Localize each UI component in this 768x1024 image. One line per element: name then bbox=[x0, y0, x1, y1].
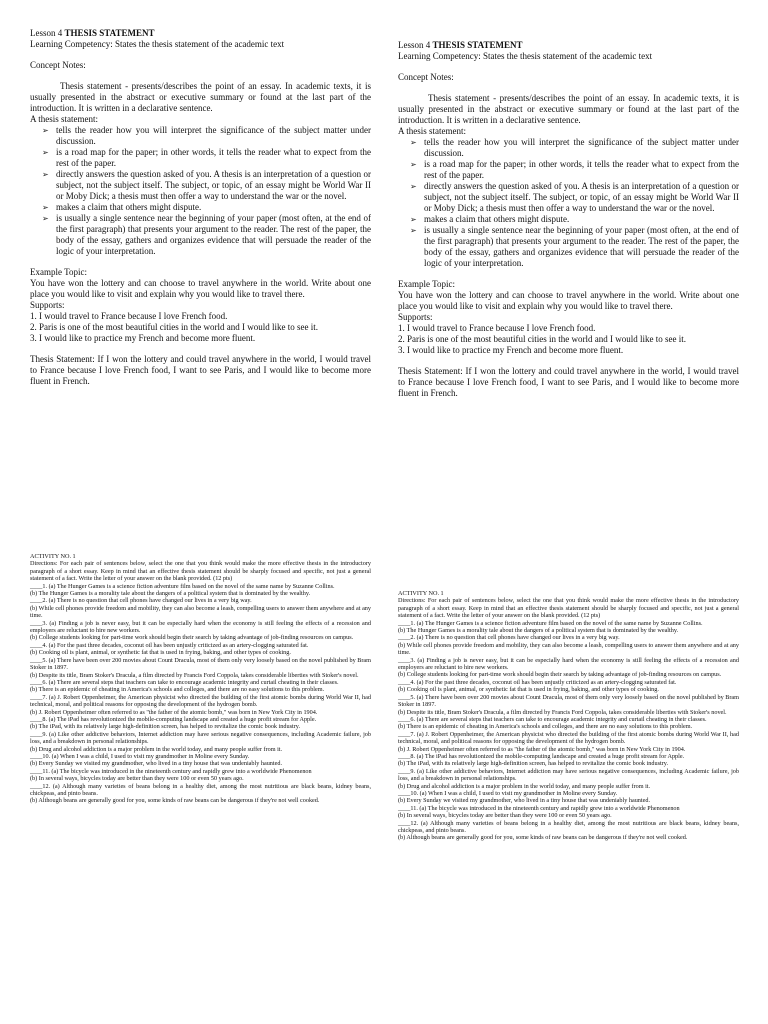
concept-notes-heading: Concept Notes: bbox=[30, 60, 86, 70]
activity-line: ____12. (a) Although many varieties of beans belong in a healthy diet, among the most nutritious are black beans, kidney beans, chickpeas, and pinto beans. bbox=[30, 782, 371, 797]
support-item: 1. I would travel to France because I love French food. bbox=[398, 323, 596, 333]
activity-line: (b) In several ways, bicycles today are better than they were 100 or even 50 years ago. bbox=[398, 812, 612, 820]
activity-line: ____10. (a) When I was a child, I used to visit my grandmother in Moline every Sunday. bbox=[398, 789, 618, 797]
activity-line: ____2. (a) There is no question that cell phones have changed our lives in a very big way. bbox=[30, 597, 252, 605]
activity-line: ____3. (a) Finding a job is never easy, but it can be especially hard when the economy is still feeling the effects of a recession and employers are reluctant to hire new workers. bbox=[30, 619, 371, 635]
activity-line: (b) The iPad, with its relatively large high-definition screen, has helped to revitalize the comic book industry. bbox=[30, 723, 300, 731]
support-item: 2. Paris is one of the most beautiful cities in the world and I would like to see it. bbox=[30, 322, 318, 332]
activity-line: ____2. (a) There is no question that cell phones have changed our lives in a very big way. bbox=[398, 634, 620, 642]
support-item: 3. I would like to practice my French and become more fluent. bbox=[30, 333, 256, 343]
activity-line: (b) The Hunger Games is a morality tale about the dangers of a political system that is dominated by the wealthy. bbox=[30, 590, 311, 598]
bullet-item: ➢ is usually a single sentence near the beginning of your paper (most often, at the end of the first paragraph) that presents your argument to the reader. The rest of the paper, the body of the essay, gathers and organizes evidence that will persuade the reader of the logic of your interpretation. bbox=[42, 213, 371, 256]
concept-notes-heading: Concept Notes: bbox=[398, 72, 454, 82]
thesis-definition: Thesis statement - presents/describes the point of an essay. In academic texts, it is usually presented in the abstract or executive summary or found at the last part of the introduction. It is written in a declarative sentence. bbox=[30, 81, 371, 113]
activity-line: (b) Despite its title, Bram Stoker's Dracula, a film directed by Francis Ford Coppola, takes considerable liberties with Stoker's novel. bbox=[30, 671, 359, 679]
activity-line: ____6. (a) There are several steps that teachers can take to encourage academic integrity and curtail cheating in their classes. bbox=[398, 715, 707, 723]
bullet-item: ➢ is usually a single sentence near the beginning of your paper (most often, at the end of the first paragraph) that presents your argument to the reader. The rest of the paper, the body of the essay, gathers and organizes evidence that will persuade the reader of the logic of your interpretation. bbox=[410, 225, 739, 268]
activity-line: ____3. (a) Finding a job is never easy, but it can be especially hard when the economy is still feeling the effects of a recession and employers are reluctant to hire new workers. bbox=[398, 656, 739, 672]
activity-line: ____12. (a) Although many varieties of beans belong in a healthy diet, among the most nutritious are black beans, kidney beans, chickpeas, and pinto beans. bbox=[398, 819, 739, 834]
bullet-item: ➢ directly answers the question asked of you. A thesis is an interpretation of a question or subject, not the subject itself. The subject, or topic, of an essay might be World War II or Moby Dick; a thesis must then offer a way to understand the war or the novel. bbox=[42, 169, 371, 201]
activity-line: (b) J. Robert Oppenheimer often referred to as "the father of the atomic bomb," was born in New York City in 1904. bbox=[30, 708, 318, 716]
arrow-bullet-icon: ➢ bbox=[42, 148, 49, 157]
activity-line: ____4. (a) For the past three decades, coconut oil has been unjustly criticized as an artery-clogging saturated fat. bbox=[398, 678, 677, 686]
activity-line: (b) The Hunger Games is a morality tale about the dangers of a political system that is dominated by the wealthy. bbox=[398, 627, 679, 635]
activity-line: ____7. (a) J. Robert Oppenheimer, the American physicist who directed the building of the first atomic bombs during World War II, had technical, moral, and political reasons for opposing the development of the hydrogen bomb. bbox=[398, 730, 739, 746]
activity-line: ____4. (a) For the past three decades, coconut oil has been unjustly criticized as an artery-clogging saturated fat. bbox=[30, 641, 309, 649]
bullet-item: ➢ is a road map for the paper; in other words, it tells the reader what to expect from the rest of the paper. bbox=[42, 147, 371, 168]
activity-line: (b) J. Robert Oppenheimer often referred to as "the father of the atomic bomb," was born in New York City in 1904. bbox=[398, 745, 686, 753]
lesson-title-line bbox=[30, 28, 371, 39]
thesis-list-heading: A thesis statement: bbox=[30, 114, 98, 124]
activity-line: (b) Despite its title, Bram Stoker's Dracula, a film directed by Francis Ford Coppola, takes considerable liberties with Stoker's novel. bbox=[398, 708, 727, 716]
activity-line: ____5. (a) There have been over 200 movies about Count Dracula, most of them only very loosely based on the novel published by Bram Stoker in 1897. bbox=[30, 656, 371, 672]
activity-line: (b) The iPad, with its relatively large high-definition screen, has helped to revitalize the comic book industry. bbox=[398, 760, 668, 768]
supports-heading: Supports: bbox=[398, 312, 433, 322]
lesson-label: Lesson 4 bbox=[30, 28, 63, 38]
activity-line: (b) While cell phones provide freedom and mobility, they can also become a leash, compelling users to answer them anywhere and at any time. bbox=[398, 641, 739, 657]
bullet-item: ➢ tells the reader how you will interpret the significance of the subject matter under discussion. bbox=[42, 125, 371, 146]
example-topic-text: You have won the lottery and can choose to travel anywhere in the world. Write about one place you would like to visit and explain why you would like to travel there. bbox=[398, 290, 739, 311]
arrow-bullet-icon: ➢ bbox=[410, 215, 417, 224]
thesis-bullet-list bbox=[398, 137, 739, 269]
activity-line: ____11. (a) The bicycle was introduced in the nineteenth century and rapidly grew into a worldwide Phenomenon bbox=[30, 767, 312, 775]
arrow-bullet-icon: ➢ bbox=[42, 214, 49, 223]
lesson-title: THESIS STATEMENT bbox=[64, 28, 155, 38]
example-topic-heading: Example Topic: bbox=[398, 279, 455, 289]
arrow-bullet-icon: ➢ bbox=[410, 160, 417, 169]
activity-line: ____6. (a) There are several steps that teachers can take to encourage academic integrity and curtail cheating in their classes. bbox=[30, 678, 339, 686]
lesson-label: Lesson 4 bbox=[398, 40, 431, 50]
activity-line: (b) Drug and alcohol addiction is a major problem in the world today, and many people suffer from it. bbox=[398, 782, 651, 790]
activity-line: (b) There is an epidemic of cheating in America's schools and colleges, and there are no easy solutions to this problem. bbox=[30, 686, 325, 694]
activity-line: ____11. (a) The bicycle was introduced in the nineteenth century and rapidly grew into a worldwide Phenomenon bbox=[398, 804, 680, 812]
thesis-definition: Thesis statement - presents/describes the point of an essay. In academic texts, it is usually presented in the abstract or executive summary or found at the last part of the introduction. It is written in a declarative sentence. bbox=[398, 93, 739, 125]
bullet-item: ➢ is a road map for the paper; in other words, it tells the reader what to expect from the rest of the paper. bbox=[410, 159, 739, 180]
thesis-list-heading: A thesis statement: bbox=[398, 126, 466, 136]
lesson-title-line bbox=[398, 40, 739, 51]
activity-heading: ACTIVITY NO. 1 bbox=[398, 590, 444, 597]
lesson-right bbox=[398, 40, 739, 399]
activity-line: (b) There is an epidemic of cheating in America's schools and colleges, and there are no easy solutions to this problem. bbox=[398, 723, 693, 731]
activity-directions: Directions: For each pair of sentences below, select the one that you think would make the more effective thesis in the introductory paragraph of a short essay. Keep in mind that an effective thesis statement should be sharply focused and specific, not just a general statement of a fact. Write the letter of your answer on the blank provided. (12 pts) bbox=[398, 597, 739, 620]
example-topic-text: You have won the lottery and can choose to travel anywhere in the world. Write about one place you would like to visit and explain why you would like to travel there. bbox=[30, 278, 371, 299]
activity-right bbox=[398, 590, 739, 842]
activity-line: ____9. (a) Like other addictive behaviors, Internet addiction may have serious negative consequences, including Academic failure, job loss, and a breakdown in personal relationships. bbox=[398, 767, 739, 783]
arrow-bullet-icon: ➢ bbox=[42, 203, 49, 212]
activity-heading: ACTIVITY NO. 1 bbox=[30, 553, 76, 560]
thesis-statement-example: Thesis Statement: If I won the lottery and could travel anywhere in the world, I would travel to France because I love French food, I want to see Paris, and I would like to become more fluent in French. bbox=[398, 366, 739, 398]
support-item: 3. I would like to practice my French and become more fluent. bbox=[398, 345, 624, 355]
bullet-item: ➢ makes a claim that others might dispute. bbox=[410, 214, 570, 224]
activity-line: (b) College students looking for part-time work should begin their search by taking advantage of job-finding resources on campus. bbox=[30, 634, 354, 642]
activity-line: (b) Although beans are generally good for you, some kinds of raw beans can be dangerous if they're not well cooked. bbox=[398, 834, 688, 842]
thesis-bullet-list bbox=[30, 125, 371, 257]
arrow-bullet-icon: ➢ bbox=[42, 170, 49, 179]
activity-line: ____7. (a) J. Robert Oppenheimer, the American physicist who directed the building of the first atomic bombs during World War II, had technical, moral, and political reasons for opposing the development of the hydrogen bomb. bbox=[30, 693, 371, 709]
activity-line: ____5. (a) There have been over 200 movies about Count Dracula, most of them only very loosely based on the novel published by Bram Stoker in 1897. bbox=[398, 693, 739, 709]
activity-line: (b) College students looking for part-time work should begin their search by taking advantage of job-finding resources on campus. bbox=[398, 671, 722, 679]
lesson-left bbox=[30, 28, 371, 387]
activity-line: (b) Although beans are generally good for you, some kinds of raw beans can be dangerous if they're not well cooked. bbox=[30, 797, 320, 805]
arrow-bullet-icon: ➢ bbox=[410, 226, 417, 235]
arrow-bullet-icon: ➢ bbox=[410, 138, 417, 147]
arrow-bullet-icon: ➢ bbox=[42, 126, 49, 135]
learning-competency: Learning Competency: States the thesis statement of the academic text bbox=[398, 51, 653, 61]
activity-line: (b) Every Sunday we visited my grandmother, who lived in a tiny house that was undeniably haunted. bbox=[30, 760, 283, 768]
thesis-statement-example: Thesis Statement: If I won the lottery and could travel anywhere in the world, I would travel to France because I love French food, I want to see Paris, and I would like to become more fluent in French. bbox=[30, 354, 371, 386]
support-item: 2. Paris is one of the most beautiful cities in the world and I would like to see it. bbox=[398, 334, 686, 344]
support-item: 1. I would travel to France because I love French food. bbox=[30, 311, 228, 321]
activity-line: ____10. (a) When I was a child, I used to visit my grandmother in Moline every Sunday. bbox=[30, 752, 250, 760]
activity-line: (b) Cooking oil is plant, animal, or synthetic fat that is used in frying, baking, and other types of cooking. bbox=[398, 686, 659, 694]
activity-directions: Directions: For each pair of sentences below, select the one that you think would make the more effective thesis in the introductory paragraph of a short essay. Keep in mind that an effective thesis statement should be sharply focused and specific, not just a general statement of a fact. Write the letter of your answer on the blank provided. (12 pts) bbox=[30, 560, 371, 583]
activity-line: (b) Cooking oil is plant, animal, or synthetic fat that is used in frying, baking, and other types of cooking. bbox=[30, 649, 291, 657]
bullet-item: ➢ directly answers the question asked of you. A thesis is an interpretation of a question or subject, not the subject itself. The subject, or topic, of an essay might be World War II or Moby Dick; a thesis must then offer a way to understand the war or the novel. bbox=[410, 181, 739, 213]
activity-line: ____9. (a) Like other addictive behaviors, Internet addiction may have serious negative consequences, including Academic failure, job loss, and a breakdown in personal relationships. bbox=[30, 730, 371, 746]
activity-line: ____8. (a) The iPad has revolutionized the mobile-computing landscape and created a huge profit stream for Apple. bbox=[398, 752, 685, 760]
activity-line: ____1. (a) The Hunger Games is a science fiction adventure film based on the novel of the same name by Suzanne Collins. bbox=[30, 582, 335, 590]
bullet-item: ➢ tells the reader how you will interpret the significance of the subject matter under discussion. bbox=[410, 137, 739, 158]
activity-line: (b) While cell phones provide freedom and mobility, they can also become a leash, compelling users to answer them anywhere and at any time. bbox=[30, 604, 371, 620]
example-topic-heading: Example Topic: bbox=[30, 267, 87, 277]
supports-heading: Supports: bbox=[30, 300, 65, 310]
arrow-bullet-icon: ➢ bbox=[410, 182, 417, 191]
lesson-title: THESIS STATEMENT bbox=[432, 40, 523, 50]
activity-line: (b) In several ways, bicycles today are better than they were 100 or even 50 years ago. bbox=[30, 775, 244, 783]
activity-line: (b) Drug and alcohol addiction is a major problem in the world today, and many people suffer from it. bbox=[30, 745, 283, 753]
activity-line: ____1. (a) The Hunger Games is a science fiction adventure film based on the novel of the same name by Suzanne Collins. bbox=[398, 619, 703, 627]
activity-line: ____8. (a) The iPad has revolutionized the mobile-computing landscape and created a huge profit stream for Apple. bbox=[30, 715, 317, 723]
learning-competency: Learning Competency: States the thesis statement of the academic text bbox=[30, 39, 285, 49]
activity-left bbox=[30, 553, 371, 805]
activity-line: (b) Every Sunday we visited my grandmother, who lived in a tiny house that was undeniably haunted. bbox=[398, 797, 651, 805]
bullet-item: ➢ makes a claim that others might dispute. bbox=[42, 202, 202, 212]
